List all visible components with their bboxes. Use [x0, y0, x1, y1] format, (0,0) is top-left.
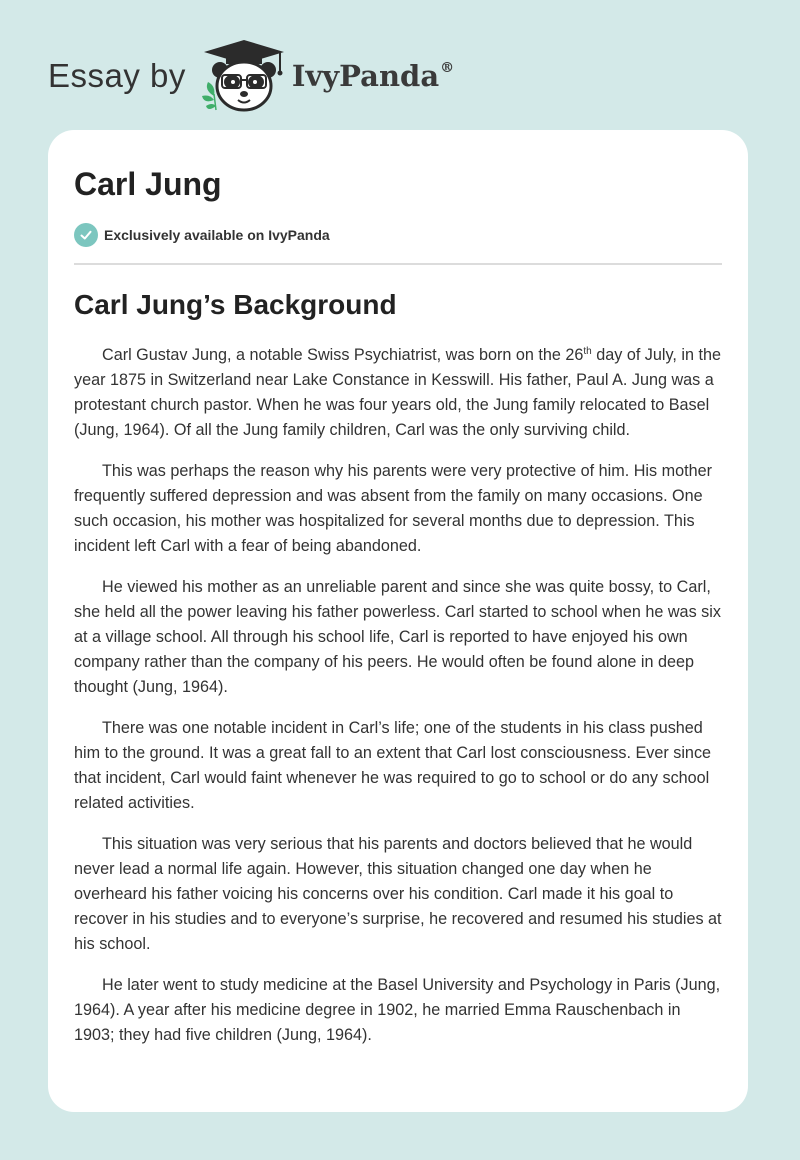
brand-name: IvyPanda® [291, 59, 455, 93]
site-logo[interactable] [48, 36, 454, 116]
panda-graduate-icon [200, 38, 288, 114]
divider [74, 263, 722, 265]
exclusive-badge [74, 223, 722, 247]
registered-mark: ® [440, 60, 455, 76]
brand-prefix: Essay by [48, 57, 186, 94]
paragraph-3: He viewed his mother as an unreliable parent and since she was quite bossy, to Carl, she held all the power leaving his father powerless. Carl started to school when he was six at a village school. All through his school life, Carl is reported to have enjoyed his own company rather than the company of his peers. He would often be found alone in deep thought (Jung, 1964). [74, 578, 721, 696]
check-circle-icon [74, 223, 98, 247]
paragraph-2: This was perhaps the reason why his parents were very protective of him. His mother frequently suffered depression and was absent from the family on many occasions. One such occasion, his mother was hospitalized for several months due to depression. This incident left Carl with a fear of being abandoned. [74, 462, 712, 555]
essay-card [48, 130, 748, 1112]
page-title: Carl Jung [74, 166, 222, 202]
paragraph-4: There was one notable incident in Carl’s life; one of the students in his class pushed him to the ground. It was a great fall to an extent that Carl lost consciousness. Ever since that incident, Carl would faint whenever he was required to go to school or do any school related activities. [74, 719, 712, 812]
section-heading: Carl Jung’s Background [74, 289, 397, 320]
essay-body [74, 343, 722, 1048]
paragraph-6: He later went to study medicine at the Basel University and Psychology in Paris (Jung, 1964). A year after his medicine degree in 1902, he married Emma Rauschenbach in 1903; they had five children (Jung, 1964). [74, 976, 721, 1044]
paragraph-1: Carl Gustav Jung, a notable Swiss Psychiatrist, was born on the 26th day of July, in the year 1875 in Switzerland near Lake Constance in Kesswill. His father, Paul A. Jung was a protestant church pastor. When he was four years old, the Jung family relocated to Basel (Jung, 1964). Of all the Jung family children, Carl was the only surviving child. [74, 346, 721, 439]
ordinal-suffix: th [583, 346, 592, 357]
paragraph-5: This situation was very serious that his parents and doctors believed that he would never lead a normal life again. However, this situation changed one day when he overheard his father voicing his concerns over his condition. Carl made it his goal to recover in his studies and to everyone’s surprise, he recovered and resumed his studies at his school. [74, 835, 722, 953]
badge-text: Exclusively available on IvyPanda [104, 227, 330, 243]
